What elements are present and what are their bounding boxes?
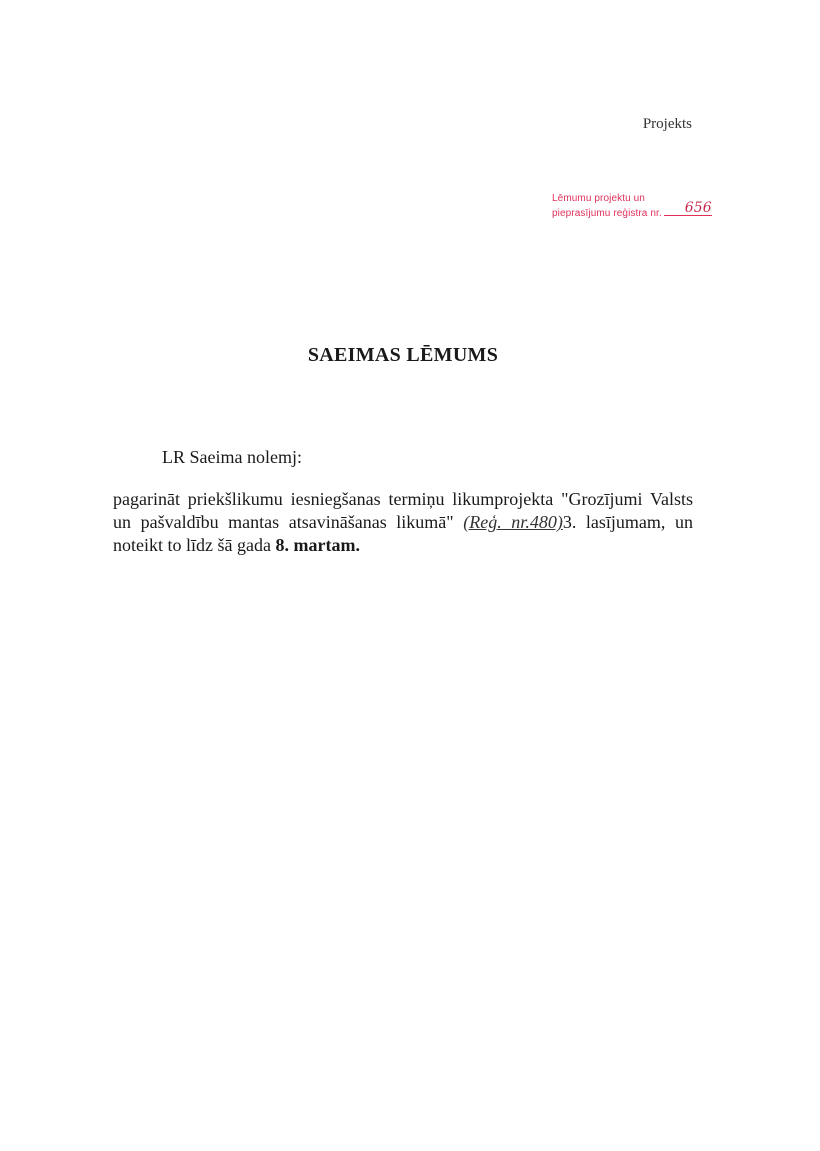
stamp-line-2: pieprasījumu reģistra nr. — [552, 208, 662, 219]
intro-text: LR Saeima nolemj: — [162, 447, 302, 467]
deadline-date: 8. martam. — [275, 535, 360, 555]
registry-stamp — [552, 193, 712, 220]
page-title: SAEIMAS LĒMUMS — [307, 344, 499, 366]
stamp-line-1: Lēmumu projektu un — [552, 193, 645, 204]
body-part-1: pagarināt priekšlikumu iesniegšanas termiņu likumprojekta "Grozījumi Valsts un pašvaldību mantas atsavināšanas likumā" — [113, 489, 693, 532]
stamp-line-2-row — [552, 200, 712, 220]
projekts-label: Projekts — [642, 116, 692, 132]
registry-number: 656 — [664, 201, 712, 216]
decision-paragraph — [113, 488, 693, 557]
body-part-2: 3. lasījumam, un noteikt to līdz šā gada — [113, 512, 693, 555]
registration-reference-link[interactable]: (Reģ. nr.480) — [463, 512, 563, 532]
